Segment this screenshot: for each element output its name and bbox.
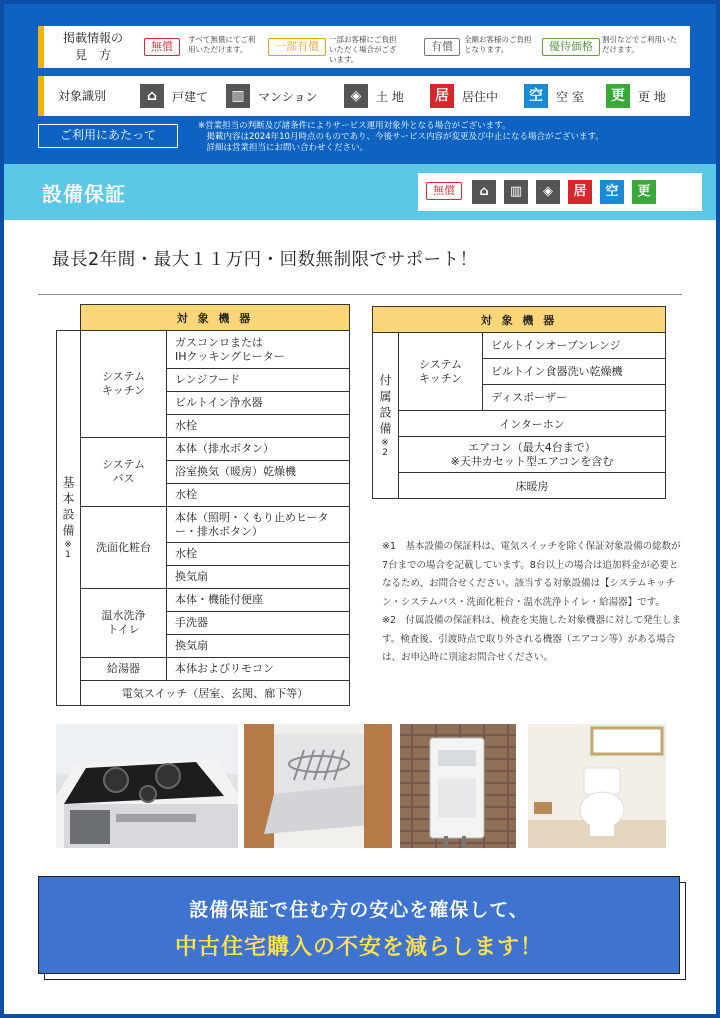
banner-line-2: 中古住宅購入の不安を減らします！: [174, 935, 543, 960]
usage-note: ※営業担当の判断及び諸条件によりサービス運用対象外となる場合がございます。 掲載内容は2024年10月時点のものであり、今後サービス内容が変更及び中止になる場合がございます。 詳細は営業担当にお問い合わせください。: [198, 121, 604, 153]
tag-paid: 有償: [424, 38, 460, 56]
group-vanity: 洗面化粧台: [81, 507, 167, 589]
tag-partial: 一部有償: [268, 38, 326, 56]
usage-button[interactable]: ご利用にあたって: [38, 124, 178, 148]
table-row: 手洗器: [167, 612, 350, 635]
table-row: 本体（照明・くもり止めヒーター・排水ボタン）: [167, 507, 350, 543]
tag-discount-desc: 割引などでご利用いただけます。: [602, 35, 677, 54]
water-heater-photo: [400, 724, 516, 848]
house-icon: ⌂: [140, 84, 164, 108]
type-title: 対象識別: [58, 89, 107, 103]
table-row: ビルトイン浄水器: [167, 392, 350, 415]
table1-category: 基本設備※1: [57, 331, 81, 706]
type-mansion-label: マンション: [258, 90, 318, 104]
dishwasher-photo: [244, 724, 392, 848]
divider: [38, 294, 682, 295]
table-row: インターホン: [399, 411, 666, 437]
tag-partial-desc: 一部お客様にご負担いただく場合がございます。: [329, 35, 397, 64]
table-row: ビルトインオーブンレンジ: [483, 333, 666, 359]
table-row: エアコン（最大4台まで） ※天井カセット型エアコンを含む: [399, 437, 666, 473]
residence-icon: 居: [568, 180, 592, 204]
table-row: 換気扇: [167, 635, 350, 658]
section-bar: [4, 164, 716, 220]
notes: [382, 538, 682, 668]
tag-free: 無償: [144, 38, 180, 56]
banner-line-1: 設備保証で住む方の安心を確保して、: [189, 899, 529, 921]
tag-free-desc: すべて無償にてご利用いただけます。: [188, 35, 256, 54]
residence-icon: 居: [430, 84, 454, 108]
table-row: 本体およびリモコン: [167, 658, 350, 681]
table2-header: 対 象 機 器: [373, 307, 666, 333]
mansion-icon: ▥: [504, 180, 528, 204]
kitchen-stove-photo: [56, 724, 238, 848]
info-header: [4, 4, 716, 164]
basic-equipment-table: [56, 304, 350, 706]
legend-title: 掲載情報の 見 方: [62, 31, 123, 62]
type-vacant-label: 空 室: [556, 90, 584, 104]
house-icon: ⌂: [472, 180, 496, 204]
table-row: レンジフード: [167, 369, 350, 392]
table-row: ガスコンロまたは IHクッキングヒーター: [167, 331, 350, 369]
page: [4, 4, 716, 1014]
table1-header: 対 象 機 器: [81, 305, 350, 331]
type-panel: [38, 76, 690, 116]
vacant-icon: 空: [600, 180, 624, 204]
table-row: ビルトイン食器洗い乾燥機: [483, 359, 666, 385]
tag-paid-desc: 全額お客様のご負担となります。: [464, 35, 532, 54]
vacant-land-icon: 更: [606, 84, 630, 108]
land-icon: ◈: [536, 180, 560, 204]
vacant-land-icon: 更: [632, 180, 656, 204]
table-row: 水栓: [167, 484, 350, 507]
bottom-banner: [38, 876, 680, 974]
land-icon: ◈: [344, 84, 368, 108]
group-toilet: 温水洗浄 トイレ: [81, 589, 167, 658]
toilet-photo: [528, 724, 666, 848]
table-row: 本体（排水ボタン）: [167, 438, 350, 461]
type-residence-label: 居住中: [462, 90, 499, 104]
note-1: ※1 基本設備の保証料は、電気スイッチを除く保証対象設備の総数が7台までの場合を記載しています。8台以上の場合は追加料金が必要となるため、お問合せください。該当する対象設備は【システムキッチン・システムバス・洗面化粧台・温水洗浄トイレ・給湯器】です。: [382, 541, 681, 608]
accessory-equipment-table: [372, 306, 666, 499]
group-kitchen-accessory: システム キッチン: [399, 333, 483, 411]
table-row: 浴室換気（暖房）乾燥機: [167, 461, 350, 484]
group-bath: システム バス: [81, 438, 167, 507]
section-free-badge: 無償: [426, 182, 462, 200]
legend-panel: [38, 26, 690, 68]
vacant-icon: 空: [524, 84, 548, 108]
group-kitchen: システム キッチン: [81, 331, 167, 438]
type-land-label: 土 地: [376, 90, 404, 104]
table-row: 水栓: [167, 543, 350, 566]
headline: 最長2年間・最大１１万円・回数無制限でサポート！: [52, 250, 478, 270]
group-water-heater: 給湯器: [81, 658, 167, 681]
tag-discount: 優待価格: [542, 38, 600, 56]
table1-footer: 電気スイッチ（居室、玄関、廊下等）: [81, 681, 350, 706]
table-row: 床暖房: [399, 473, 666, 499]
type-vacant-land-label: 更 地: [638, 90, 666, 104]
table2-category: 付属設備※2: [373, 333, 399, 499]
section-title: 設備保証: [42, 182, 126, 206]
table-row: ディスポーザー: [483, 385, 666, 411]
mansion-icon: ▥: [226, 84, 250, 108]
type-house-label: 戸建て: [172, 90, 209, 104]
table-row: 水栓: [167, 415, 350, 438]
table-row: 本体・機能付便座: [167, 589, 350, 612]
note-2: ※2 付属設備の保証料は、検査を実施した対象機器に対して発生します。検査後、引渡時点で取り外される機器（エアコン等）がある場合は、お申込時に別途お問合せください。: [382, 615, 682, 663]
section-icons: [418, 173, 702, 211]
table-row: 換気扇: [167, 566, 350, 589]
